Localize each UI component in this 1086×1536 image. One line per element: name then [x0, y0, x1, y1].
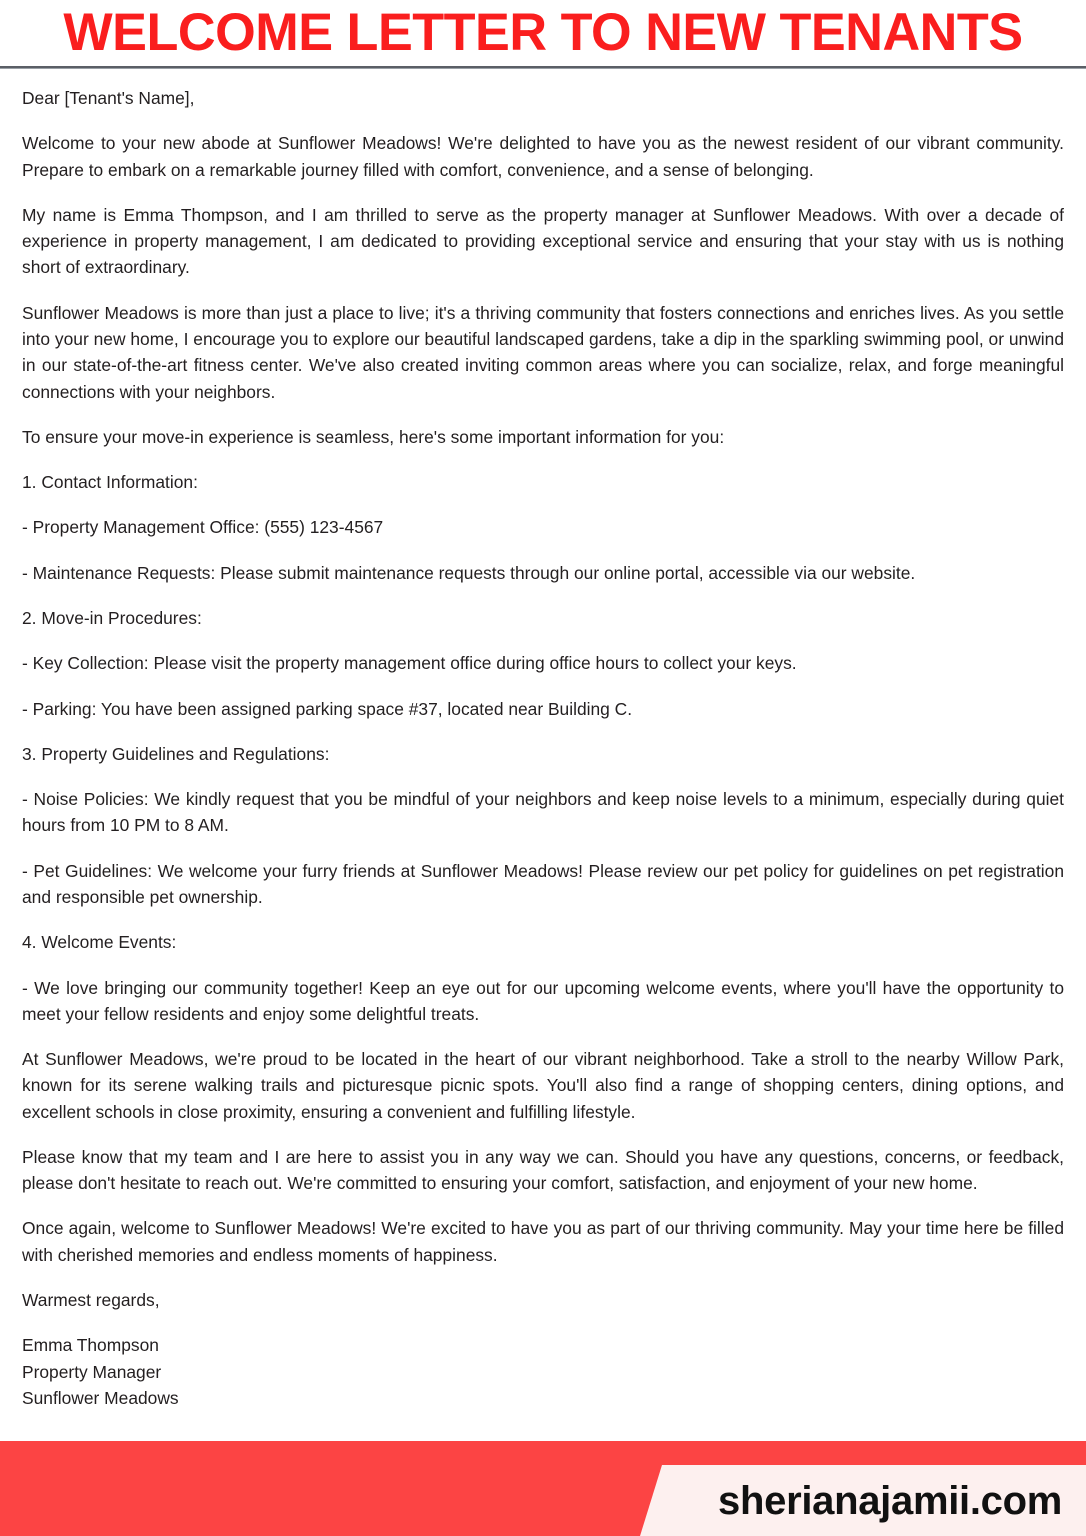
- letter-content: [0, 69, 1086, 1411]
- section-contact-information: [22, 469, 1064, 586]
- signature-role: Property Manager: [22, 1361, 162, 1382]
- section-heading: 1. Contact Information:: [22, 472, 198, 493]
- paragraph-community: Sunflower Meadows is more than just a place to live; it's a thriving community that fosters connections and enriches lives. As you settle into your new home, I encourage you to explore our beautiful landscaped gardens, take a dip in the sparkling swimming pool, or unwind in our state-of-the-art fitness center. We've also created inviting common areas where you can socialize, relax, and forge meaningful connections with your neighbors.: [22, 302, 1064, 402]
- paragraph-intro: Welcome to your new abode at Sunflower Meadows! We're delighted to have you as the newest resident of our vibrant community. Prepare to embark on a remarkable journey filled with comfort, convenience, and a sense of belonging.: [22, 133, 1064, 180]
- closing-salutation: Warmest regards,: [22, 1290, 160, 1311]
- section-item: - Property Management Office: (555) 123-4567: [22, 517, 384, 538]
- brand-website: sherianajamii.com: [718, 1478, 1062, 1523]
- letter-header: [0, 0, 1086, 69]
- section-item: - Pet Guidelines: We welcome your furry friends at Sunflower Meadows! Please review our pet policy for guidelines on pet registration and responsible pet ownership.: [22, 860, 1064, 907]
- section-item: - Noise Policies: We kindly request that you be mindful of your neighbors and keep noise levels to a minimum, especially during quiet hours from 10 PM to 8 AM.: [22, 789, 1064, 836]
- page-title: WELCOME LETTER TO NEW TENANTS: [63, 3, 1023, 62]
- salutation: Dear [Tenant's Name],: [22, 88, 195, 109]
- signature-block: [22, 1332, 1064, 1411]
- section-heading: 4. Welcome Events:: [22, 932, 177, 953]
- paragraph-lead-in: To ensure your move-in experience is seamless, here's some important information for you:: [22, 426, 725, 447]
- signature-organization: Sunflower Meadows: [22, 1387, 179, 1408]
- section-property-guidelines: [22, 741, 1064, 910]
- section-welcome-events: [22, 929, 1064, 1027]
- signature-name: Emma Thompson: [22, 1335, 159, 1356]
- paragraph-manager-intro: My name is Emma Thompson, and I am thrilled to serve as the property manager at Sunflower Meadows. With over a decade of experience in property management, I am dedicated to providing exceptional service and ensuring that your stay with us is nothing short of extraordinary.: [22, 204, 1064, 278]
- section-item: - We love bringing our community together! Keep an eye out for our upcoming welcome events, where you'll have the opportunity to meet your fellow residents and enjoy some delightful treats.: [22, 977, 1064, 1024]
- paragraph-support: Please know that my team and I are here to assist you in any way we can. Should you have any questions, concerns, or feedback, please don't hesitate to reach out. We're committed to ensuring your comfort, satisfaction, and enjoyment of your new home.: [22, 1146, 1064, 1194]
- paragraph-location: At Sunflower Meadows, we're proud to be located in the heart of our vibrant neighborhood. Take a stroll to the nearby Willow Park, known for its serene walking trails and picturesque picnic spots. You'll also find a range of shopping centers, dining options, and excellent schools in close proximity, ensuring a convenient and fulfilling lifestyle.: [22, 1049, 1064, 1122]
- section-item: - Parking: You have been assigned parking space #37, located near Building C.: [22, 698, 633, 719]
- page-footer: [0, 1441, 1086, 1536]
- section-item: - Maintenance Requests: Please submit maintenance requests through our online portal, accessible via our website.: [22, 562, 916, 583]
- paragraph-closing-message: Once again, welcome to Sunflower Meadows! We're excited to have you as part of our thriving community. May your time here be filled with cherished memories and endless moments of happiness.: [22, 1218, 1064, 1265]
- section-heading: 2. Move-in Procedures:: [22, 607, 202, 628]
- section-heading: 3. Property Guidelines and Regulations:: [22, 743, 330, 764]
- section-item: - Key Collection: Please visit the property management office during office hours to collect your keys.: [22, 653, 797, 674]
- section-move-in-procedures: [22, 605, 1064, 722]
